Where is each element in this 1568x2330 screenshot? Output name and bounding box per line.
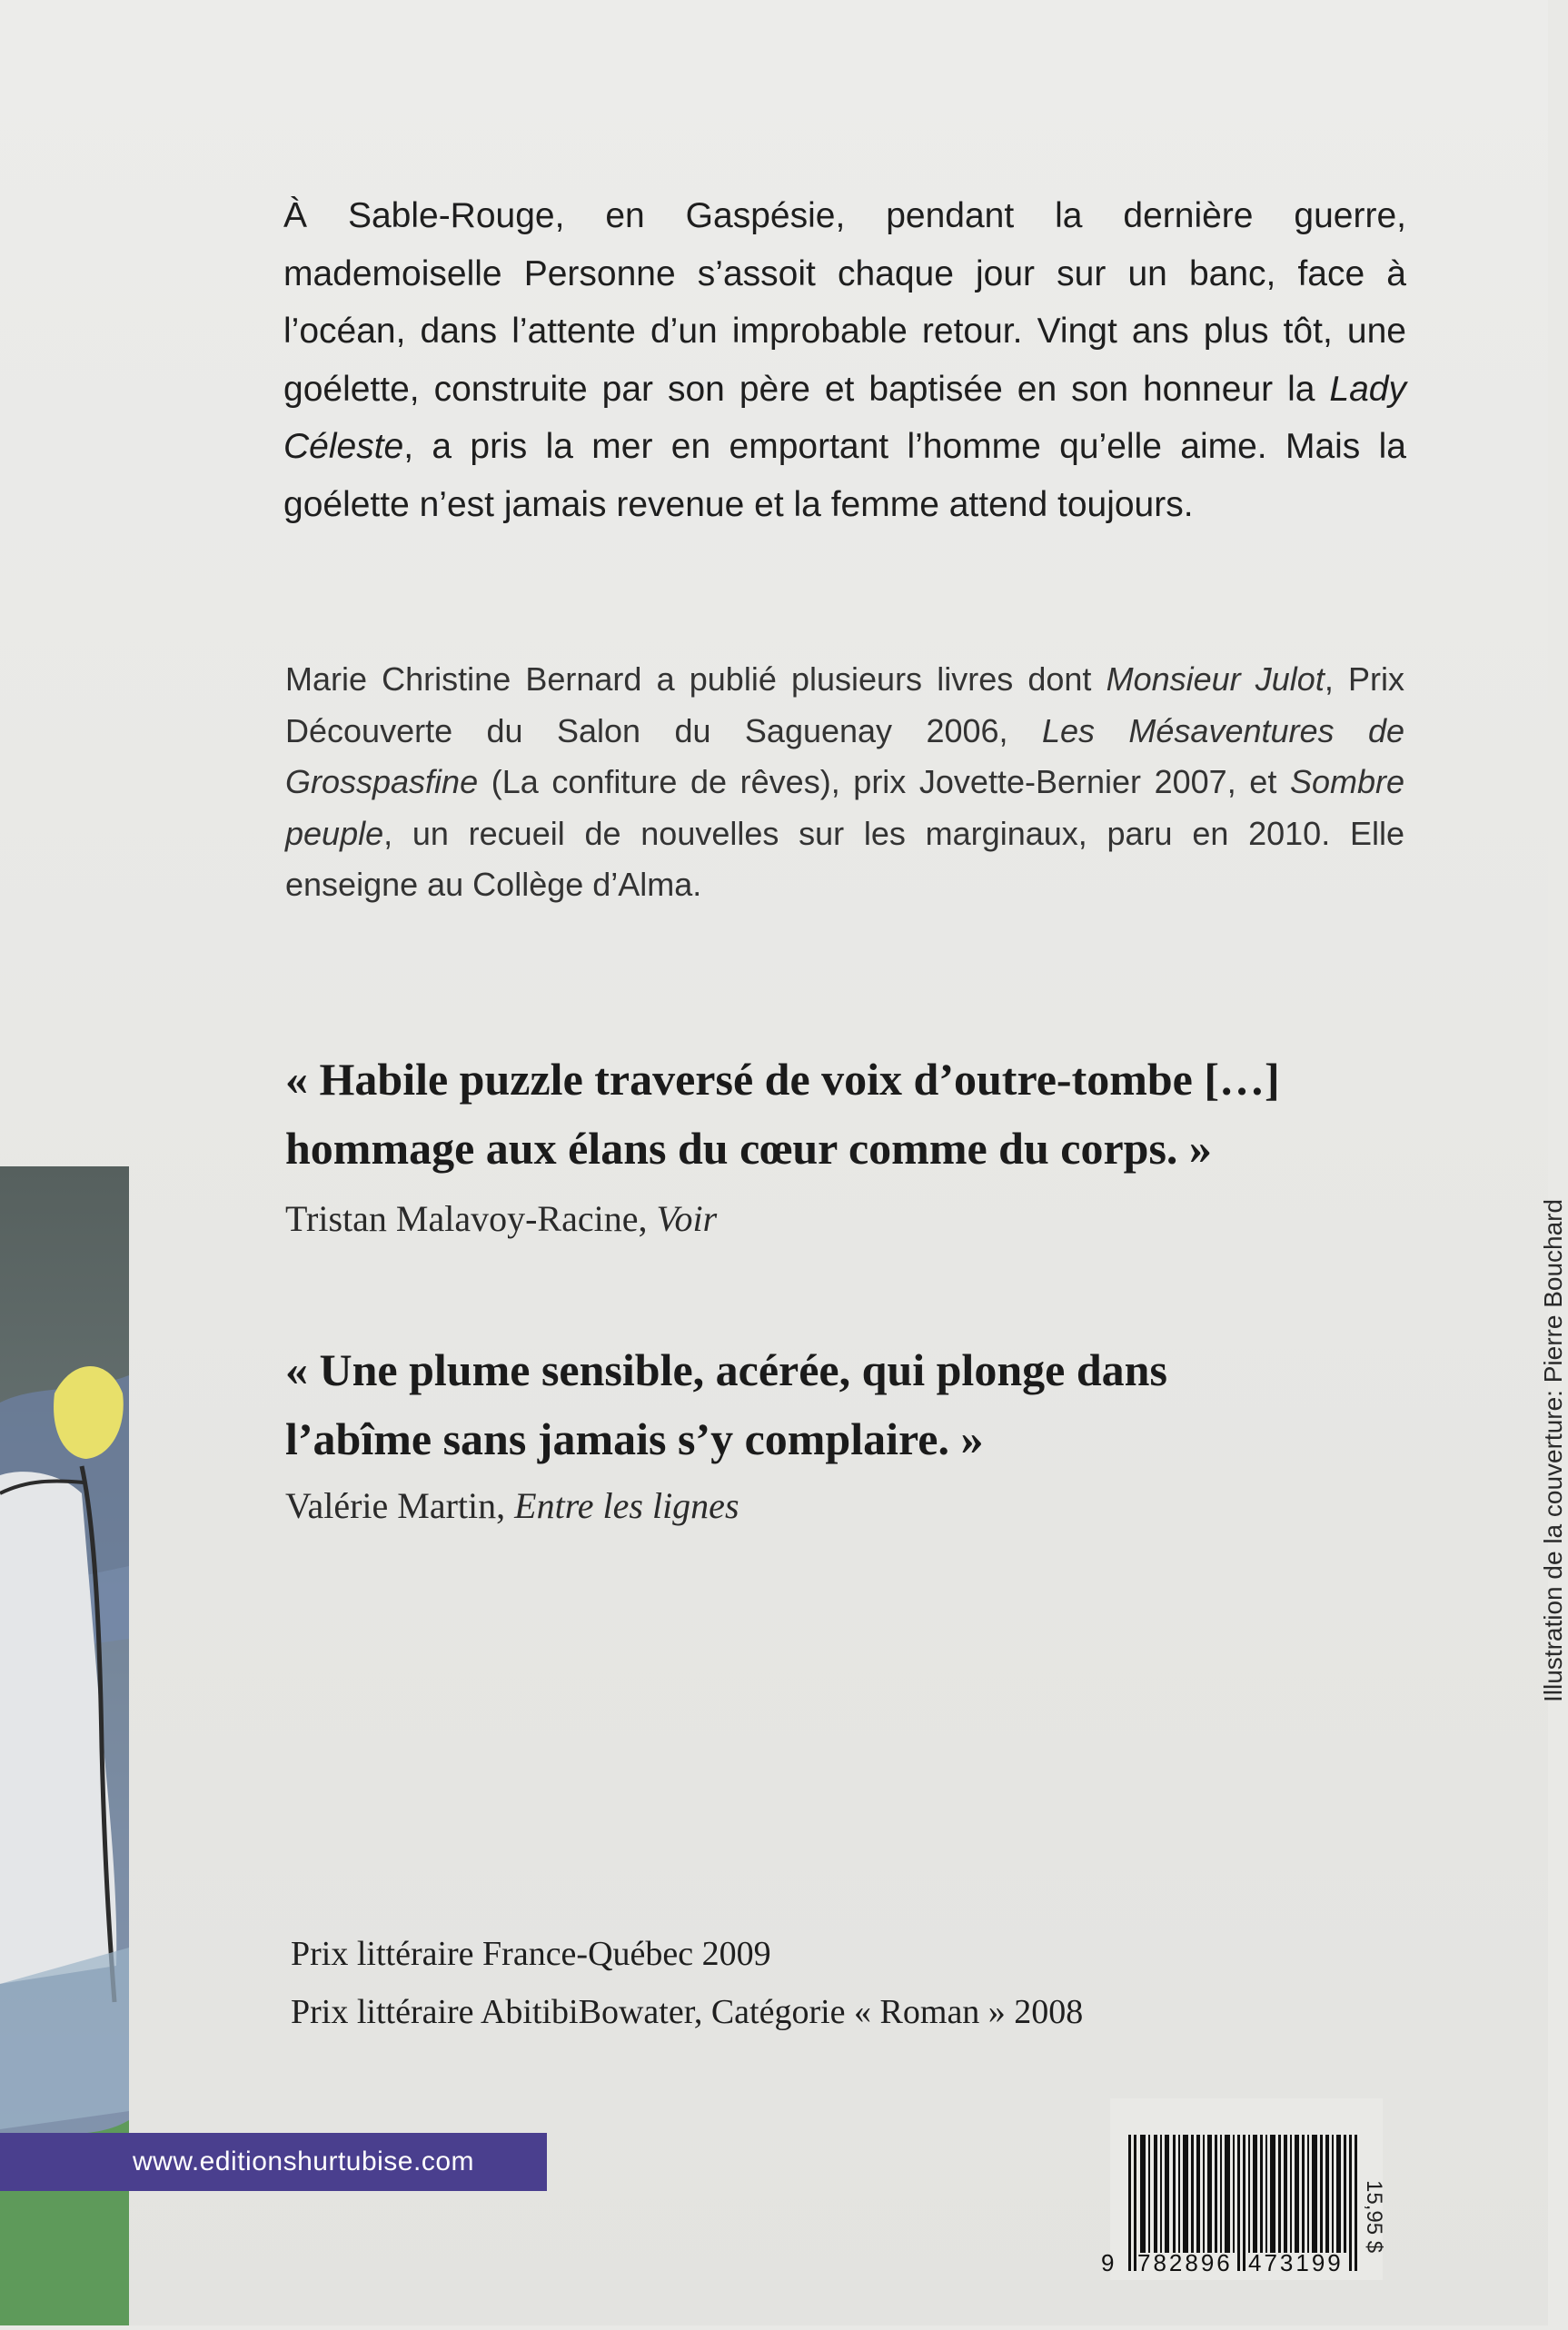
barcode-digit-first: 9 bbox=[1101, 2249, 1115, 2276]
price-label: 15,95 $ bbox=[1362, 2180, 1386, 2254]
website-link[interactable]: www.editionshurtubise.com bbox=[0, 2133, 547, 2191]
barcode-digits-group-2: 473199 bbox=[1248, 2249, 1344, 2276]
author-bio: Marie Christine Bernard a publié plusieurs livres dont Monsieur Julot, Prix Découverte du Salon du Saguenay 2006, Les Mésaventures de Grosspasfine (La confiture de rêves), prix Jovette-Bernier 2007, et Sombre peuple, un recueil de nouvelles sur les marginaux, paru en 2010. Elle enseigne au Collège d’Alma. bbox=[285, 660, 1404, 903]
review-quote-2: « Une plume sensible, acérée, qui plonge dans l’abîme sans jamais s’y complaire. » bbox=[285, 1344, 1167, 1464]
prize-1: Prix littéraire France-Québec 2009 bbox=[291, 1935, 771, 1973]
barcode-digits-group-1: 782896 bbox=[1137, 2249, 1233, 2276]
review-quote-1: « Habile puzzle traversé de voix d’outre-tombe […] hommage aux élans du cœur comme du corps. » bbox=[285, 1054, 1280, 1174]
illustration-credit: Illustration de la couverture: Pierre Bouchard bbox=[1539, 1198, 1567, 1702]
summary-paragraph: À Sable-Rouge, en Gaspésie, pendant la dernière guerre, mademoiselle Personne s’assoit chaque jour sur un banc, face à l’océan, dans l’attente d’un improbable retour. Vingt ans plus tôt, une goélette, construite par son père et baptisée en son honneur la Lady Céleste, a pris la mer en emportant l’homme qu’elle aime. Mais la goélette n’est jamais revenue et la femme attend toujours. bbox=[283, 196, 1406, 524]
review-source-1: Tristan Malavoy-Racine, Voir bbox=[285, 1198, 718, 1239]
review-source-2: Valérie Martin, Entre les lignes bbox=[285, 1485, 739, 1526]
prize-2: Prix littéraire AbitibiBowater, Catégorie « Roman » 2008 bbox=[291, 1993, 1084, 2031]
